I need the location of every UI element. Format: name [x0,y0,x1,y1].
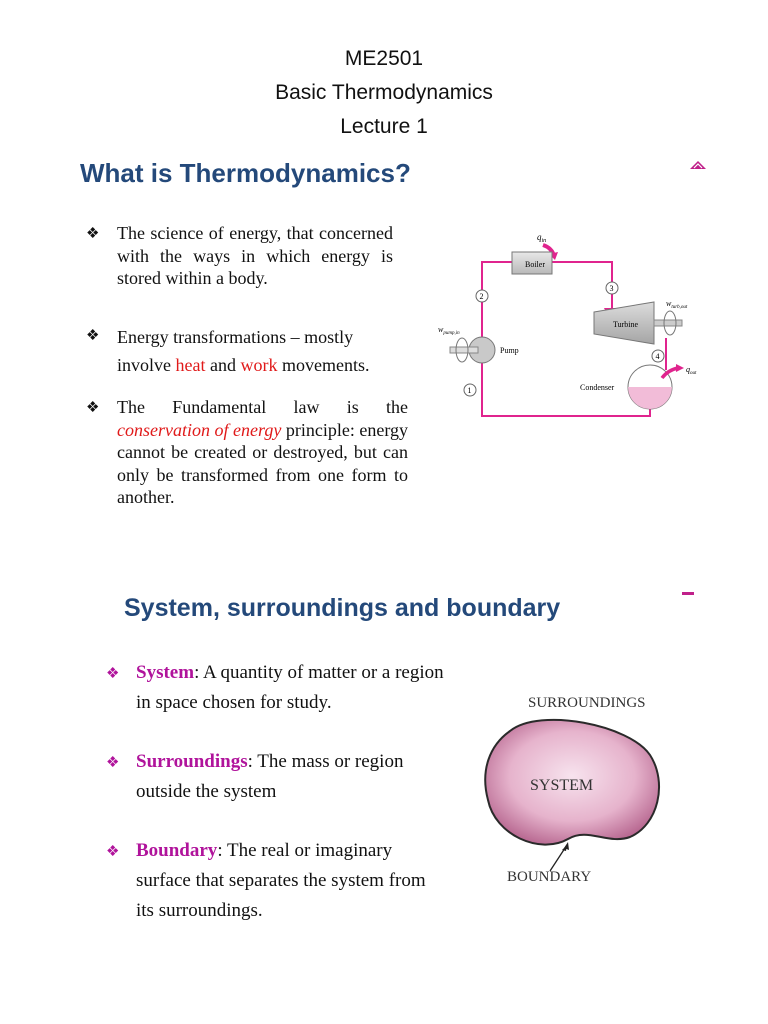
term-system: System [136,662,195,683]
boiler-label: Boiler [525,260,545,269]
highlight-conservation: conservation of energy [117,419,282,440]
course-code: ME2501 [344,47,424,70]
heat-out-arrow-icon [662,368,678,378]
state-2-marker: 2 [479,292,484,301]
highlight-heat: heat [175,355,206,375]
definition-system: System: A quantity of matter or a region in space chosen for study. [136,662,444,713]
corner-mark-icon [682,592,694,595]
w-turb-label: $w_{turb,out}$ [666,299,688,310]
bullet-text-fundamental-law: The Fundamental law is the conservation of energy principle: energy cannot be created or destroyed, but can only be transformed from one form to another. [117,397,408,507]
boundary-label: BOUNDARY [507,869,592,885]
bullet-diamond-icon: ❖ [86,226,100,242]
term-boundary: Boundary [136,840,218,861]
state-1-marker: 1 [467,386,472,395]
term-surroundings: Surroundings [136,751,248,772]
turbine-label: Turbine [613,320,639,329]
q-in-label: $q_{in}$ [537,232,547,244]
state-4-marker: 4 [655,352,660,361]
section-title-system: System, surroundings and boundary [124,594,561,622]
lecture-number: Lecture 1 [340,115,428,138]
definition-boundary: Boundary: The real or imaginary surface that separates the system from its surroundings. [136,840,426,921]
condenser-label: Condenser [580,383,615,392]
bullet-text-science: The science of energy, that concerned with the ways in which energy is stored within a body. [117,223,393,288]
system-label: SYSTEM [530,777,594,794]
bullet-diamond-icon: ❖ [106,755,120,771]
bullet-text-transformations: Energy transformations – mostly involve heat and work movements. [117,327,370,375]
corner-mark-icon [688,158,708,170]
pump-label: Pump [500,346,519,355]
q-out-label: $q_{out}$ [686,365,697,376]
bullet-diamond-icon: ❖ [86,328,100,344]
surroundings-label: SURROUNDINGS [528,695,646,711]
course-name: Basic Thermodynamics [275,81,493,104]
section-title-thermodynamics: What is Thermodynamics? [80,158,411,188]
system-boundary-diagram [470,685,670,895]
rankine-cycle-diagram [430,220,715,430]
state-3-marker: 3 [609,284,614,293]
definition-surroundings: Surroundings: The mass or region outside the system [136,751,404,802]
highlight-work: work [240,355,278,375]
bullet-diamond-icon: ❖ [86,400,100,416]
w-pump-label: $w_{pump,in}$ [438,325,460,336]
bullet-diamond-icon: ❖ [106,666,120,682]
bullet-diamond-icon: ❖ [106,844,120,860]
